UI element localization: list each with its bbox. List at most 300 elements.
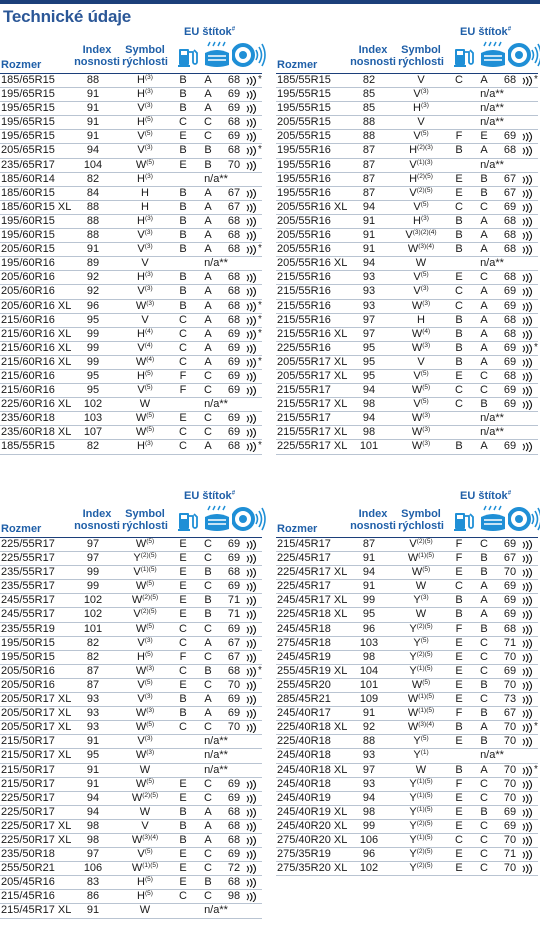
tire-size: 185/55R15 [1,440,55,453]
tire-size: 205/55R16 [277,243,331,256]
table-header [276,26,538,73]
load-index: 95 [362,369,376,382]
table-row [276,862,538,876]
noise-db: 67 [503,707,517,720]
noise-wave-mark [245,709,257,719]
load-index-column-header: Index nosnosti [350,508,396,532]
tire-size: 185/65R15 [1,74,55,86]
speed-symbol: $V^{(3)}$ [137,144,153,157]
speed-symbol: $W^{(3)}$ [411,426,431,439]
fuel-efficiency-class: C [455,398,463,411]
tire-size: 185/55R15 [277,74,331,86]
noise-db: 68 [503,369,517,382]
table-row [0,876,262,890]
footnote-ref: (3) [144,229,153,237]
noise-wave-icon [521,808,533,818]
footnote-ref: (1)(5) [418,552,435,560]
tire-size: 215/60R16 [1,369,55,382]
footnote-ref: (3)(4) [142,833,159,841]
speed-symbol: $W^{(1)(5)}$ [407,693,435,706]
noise-wave-icon [245,709,257,719]
load-index: 82 [86,172,100,185]
tire-size: 215/60R16 XL [1,327,72,340]
speed-symbol: $Y^{(5)}$ [413,636,429,649]
table-body [0,537,262,919]
noise-db: 67 [503,172,517,185]
tire-size: 225/50R17 XL [1,819,72,832]
footnote-ref: (5) [420,636,429,644]
fuel-efficiency-class: C [179,890,187,903]
tire-size: 205/50R17 XL [1,721,72,734]
tire-size: 215/55R16 [277,313,331,326]
noise-wave-mark [245,302,257,312]
table-row [0,426,262,440]
tire-size: 225/40R18 [277,735,331,748]
speed-symbol: $H^{(5)}$ [137,876,153,889]
wet-grip-icon [478,504,508,534]
wet-grip-class: B [480,805,488,818]
speed-symbol: $W^{(3)}$ [411,440,431,453]
tire-size: 195/65R15 [1,88,55,101]
table-row [0,88,262,102]
fuel-efficiency-class: B [179,299,187,312]
noise-db: 71 [227,594,241,607]
noise-wave-icon [521,189,533,199]
noise-db: 68 [503,271,517,284]
label-not-available: n/a** [480,102,504,115]
footnote-ref: (3) [420,594,429,602]
load-index: 98 [362,650,376,663]
table-row [276,229,538,243]
speed-symbol: $W^{(5)}$ [411,678,431,691]
noise-wave-mark [245,582,257,592]
speed-symbol: $Y^{(1)(5)}$ [409,664,433,677]
noise-wave-mark [245,667,257,677]
noise-wave-icon [521,386,533,396]
wet-grip-class: A [204,186,212,199]
noise-wave-mark [245,596,257,606]
fuel-efficiency-class: F [455,622,463,635]
tire-size: 225/55R17 XL [277,440,348,453]
noise-wave-icon [521,540,533,550]
page-title: Technické údaje [3,7,132,26]
table-row [0,173,262,187]
tire-size: 215/45R16 [1,890,55,903]
noise-wave-icon [521,780,533,790]
wet-grip-class: A [480,144,488,157]
table-row [276,370,538,384]
table-row [0,257,262,271]
load-index: 95 [86,369,100,382]
noise-db: 68 [227,440,241,453]
eu-label-heading: EU štítok# [460,490,512,502]
speed-symbol: $W^{(3)(4)}$ [131,833,159,846]
noise-wave-icon [521,400,533,410]
footnote-ref: (5) [422,384,431,392]
noise-wave-icon [245,667,257,677]
tire-size: 215/55R16 [277,271,331,284]
table-block-2 [276,26,538,455]
wet-grip-class: B [480,622,488,635]
noise-db: 70 [503,777,517,790]
speed-symbol: $W^{(5)}$ [135,158,155,171]
fuel-pump-icon [452,504,478,534]
load-index: 95 [86,384,100,397]
tire-size: 205/55R16 [277,229,331,242]
tire-size: 195/65R15 [1,130,55,143]
fuel-efficiency-class: F [455,538,463,550]
noise-db: 68 [227,664,241,677]
noise-wave-mark [245,780,257,790]
tire-size: 225/45R17 [277,580,331,593]
noise-wave-mark [521,568,533,578]
footnote-ref: (5) [145,369,153,377]
speed-symbol: $Y^{(5)}$ [413,735,429,748]
footnote-ref: (3) [146,664,155,672]
speed-symbol: $Y^{(1)(5)}$ [409,777,433,790]
fuel-efficiency-class: E [455,819,463,832]
noise-db: 68 [227,566,241,579]
noise-wave-icon [245,132,257,142]
load-index: 97 [362,313,376,326]
wet-grip-class: C [480,693,488,706]
tire-size: 205/50R16 [1,678,55,691]
load-index: 94 [86,805,100,818]
fuel-pump-icon [176,504,202,534]
load-index: 96 [362,848,376,861]
noise-db: 68 [227,214,241,227]
footnote-ref: (4) [146,355,155,363]
load-index: 103 [83,412,103,425]
load-index: 93 [362,271,376,284]
speed-symbol: $H^{(3)}$ [413,214,429,227]
fuel-efficiency-class: E [455,566,463,579]
noise-wave-icon [245,273,257,283]
speed-symbol: $W^{(2)(5)}$ [131,594,159,607]
wet-grip-class: B [480,566,488,579]
footnote-ref: (2)(5) [416,650,433,658]
speed-symbol: $W^{(4)}$ [411,327,431,340]
fuel-efficiency-class: B [179,271,187,284]
wet-grip-class: A [480,313,488,326]
fuel-pump-icon [176,40,202,70]
table-row [0,74,262,88]
tire-size: 215/55R17 [277,384,331,397]
speed-symbol: V [417,355,425,368]
wet-grip-class: E [480,130,488,143]
wet-grip-class: C [480,777,488,790]
noise-db: 68 [227,144,241,157]
fuel-efficiency-class: E [455,678,463,691]
tire-noise-icon [508,40,540,70]
noise-db: 70 [227,158,241,171]
speed-symbol: $Y^{(3)}$ [413,594,429,607]
wet-grip-class: A [480,355,488,368]
noise-wave-mark [521,639,533,649]
load-index: 93 [362,749,376,762]
footnote-star: * [534,721,538,733]
wet-grip-class: A [204,74,212,86]
table-row [276,637,538,651]
tire-size: 225/45R18 XL [277,608,348,621]
speed-symbol: $W^{(5)}$ [135,777,155,790]
speed-symbol: $V^{(3)}$ [137,693,153,706]
table-row [0,215,262,229]
speed-symbol: W [139,904,151,917]
table-row [0,538,262,552]
footnote-ref: (3) [146,749,155,757]
table-row [276,679,538,693]
noise-db: 70 [227,678,241,691]
wet-grip-class: A [480,229,488,242]
table-row [276,144,538,158]
noise-wave-mark [245,344,257,354]
table-row [276,314,538,328]
wet-grip-class: C [480,271,488,284]
noise-wave-mark [521,302,533,312]
footnote-ref: (1)(5) [416,791,433,799]
footnote-ref: (3) [146,299,155,307]
load-index: 94 [362,200,376,213]
noise-db: 67 [227,636,241,649]
fuel-efficiency-class: C [179,636,187,649]
footnote-ref: (2)(5) [416,862,433,870]
table-row [276,552,538,566]
noise-wave-icon [521,358,533,368]
table-row [0,594,262,608]
footnote-ref: (3) [422,440,431,448]
noise-wave-mark [245,442,257,452]
load-index: 91 [362,552,376,565]
footnote-ref: (2)(5) [416,538,433,545]
speed-symbol: $Y^{(2)(5)}$ [409,622,433,635]
load-index: 92 [86,271,100,284]
fuel-efficiency-class: B [455,229,463,242]
load-index: 88 [86,200,100,213]
table-row [0,764,262,778]
noise-wave-mark [245,794,257,804]
footnote-ref: (5) [420,200,429,208]
tire-size: 195/55R15 [277,102,331,115]
speed-symbol: V [141,313,149,326]
wet-grip-class: A [204,299,212,312]
wet-grip-class: A [480,327,488,340]
footnote-star: * [258,313,262,325]
fuel-efficiency-class: B [455,608,463,621]
noise-db: 69 [227,130,241,143]
noise-wave-mark [521,386,533,396]
noise-wave-icon [245,892,257,902]
load-index: 102 [359,862,379,875]
speed-symbol: $V^{(3)}$ [137,735,153,748]
wet-grip-class: A [204,285,212,298]
tire-size: 215/55R17 [277,412,331,425]
footnote-ref: (2)(5) [142,594,159,602]
table-row [276,538,538,552]
noise-wave-icon [521,203,533,213]
noise-db: 68 [503,313,517,326]
noise-db: 68 [227,313,241,326]
speed-symbol: $V^{(5)}$ [137,384,153,397]
tire-noise-icon [232,504,266,534]
tire-size: 215/55R16 [277,285,331,298]
noise-wave-mark [521,808,533,818]
fuel-efficiency-class: B [179,285,187,298]
fuel-efficiency-class: C [455,285,463,298]
load-index: 98 [86,833,100,846]
load-index: 97 [362,327,376,340]
fuel-efficiency-class: E [179,876,187,889]
tire-noise-icon [232,40,266,70]
fuel-efficiency-class: C [179,440,187,453]
fuel-efficiency-class: E [455,650,463,663]
load-index: 93 [362,299,376,312]
load-index: 102 [83,608,103,621]
noise-db: 69 [227,426,241,439]
wet-grip-icon [202,40,232,70]
load-index: 102 [83,398,103,411]
load-index: 95 [362,355,376,368]
noise-wave-icon [521,372,533,382]
load-index: 97 [362,763,376,776]
label-not-available: n/a** [480,88,504,101]
table-row [0,370,262,384]
noise-wave-icon [521,836,533,846]
noise-wave-icon [521,850,533,860]
load-index: 96 [86,299,100,312]
tire-size: 275/40R20 XL [277,833,348,846]
tire-size: 245/40R18 [277,777,331,790]
table-row [0,144,262,158]
speed-symbol: $V^{(3)}$ [413,285,429,298]
wet-grip-class: C [204,622,212,635]
label-not-available: n/a** [204,763,228,776]
eu-label-icons [450,504,540,534]
table-row [276,651,538,665]
footnote-ref: (3) [420,285,429,293]
footnote-ref: (5) [420,735,429,743]
wet-grip-class: B [480,707,488,720]
load-index: 87 [362,158,376,171]
noise-wave-icon [245,540,257,550]
table-row [0,159,262,173]
noise-wave-mark [245,822,257,832]
fuel-efficiency-class: C [179,327,187,340]
load-index: 87 [362,172,376,185]
noise-db: 70 [503,650,517,663]
wet-grip-class: C [204,412,212,425]
fuel-efficiency-class: B [455,214,463,227]
table-header [0,490,262,537]
noise-db: 69 [503,200,517,213]
noise-wave-icon [521,217,533,227]
tire-size: 245/40R19 [277,791,331,804]
tire-size: 205/55R16 [277,214,331,227]
fuel-efficiency-class: B [179,819,187,832]
table-block-4 [276,490,538,876]
tire-size: 205/50R17 XL [1,693,72,706]
table-row [276,342,538,356]
footnote-ref: (5) [145,876,153,884]
speed-symbol: $Y^{(1)}$ [413,749,429,762]
noise-wave-mark [245,231,257,241]
table-row [276,201,538,215]
footnote-ref: (1)(5) [416,777,433,785]
speed-symbol: $V^{(3)}$ [413,88,429,101]
noise-wave-icon [521,794,533,804]
load-index: 98 [362,398,376,411]
tire-size: 195/65R15 [1,102,55,115]
noise-wave-mark [245,850,257,860]
load-index-column-header: Index nosnosti [74,508,120,532]
fuel-efficiency-class: C [455,200,463,213]
table-row [276,566,538,580]
footnote-ref: (3)(4) [418,243,435,251]
speed-symbol: $V^{(5)}$ [137,678,153,691]
noise-wave-mark [521,625,533,635]
fuel-efficiency-class: B [179,144,187,157]
noise-wave-mark [245,358,257,368]
tire-size: 195/60R16 [1,257,55,270]
speed-symbol: W [415,608,427,621]
noise-db: 69 [227,693,241,706]
tire-size: 205/60R16 XL [1,299,72,312]
wet-grip-class: C [204,650,212,663]
table-row [276,735,538,749]
wet-grip-class: A [480,243,488,256]
speed-symbol: V [141,257,149,270]
tire-size: 245/45R19 [277,650,331,663]
noise-wave-mark [521,822,533,832]
tire-size: 205/55R16 XL [277,200,348,213]
load-index: 99 [362,819,376,832]
wet-grip-class: A [204,200,212,213]
load-index: 97 [86,538,100,550]
table-row [0,580,262,594]
speed-symbol: $W^{(5)}$ [135,538,155,550]
speed-symbol: $W^{(5)}$ [411,566,431,579]
speed-symbol: $W^{(5)}$ [135,721,155,734]
table-row [276,74,538,88]
noise-wave-icon [521,681,533,691]
table-row [276,412,538,426]
noise-wave-icon [245,836,257,846]
tire-size: 235/60R18 XL [1,426,72,439]
wet-grip-class: A [204,271,212,284]
load-index: 101 [359,678,379,691]
eu-label-heading: EU štítok# [184,490,236,502]
load-index: 93 [86,707,100,720]
wet-grip-class: C [480,848,488,861]
fuel-efficiency-class: B [179,693,187,706]
fuel-efficiency-class: E [179,777,187,790]
speed-symbol: V [417,116,425,129]
footnote-ref: (5) [145,116,153,124]
noise-db: 69 [503,130,517,143]
noise-wave-mark [521,400,533,410]
footnote-ref: (3) [145,440,153,448]
noise-wave-mark [521,780,533,790]
eu-label-icons [174,504,264,534]
load-index: 95 [362,341,376,354]
noise-wave-mark [245,245,257,255]
noise-wave-icon [521,695,533,705]
noise-wave-icon [245,428,257,438]
fuel-efficiency-class: E [455,791,463,804]
table-row [276,721,538,735]
size-column-header: Rozmer [277,523,318,535]
fuel-efficiency-class: E [179,538,187,550]
